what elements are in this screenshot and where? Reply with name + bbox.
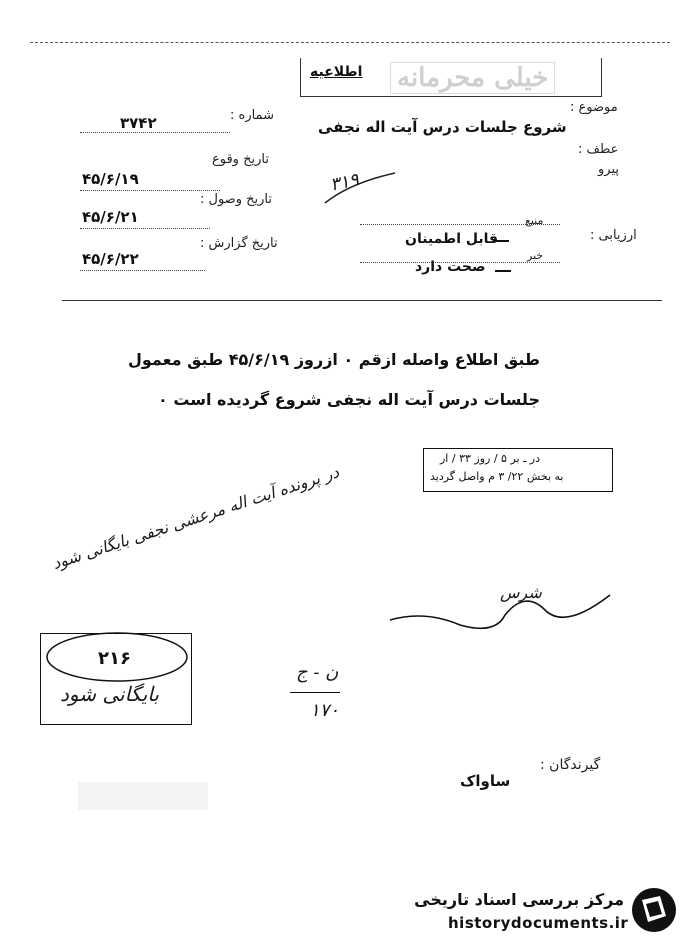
source-dots xyxy=(360,224,560,225)
file-code-divider xyxy=(290,692,340,693)
handwritten-initial: ۳۱۹ xyxy=(328,169,361,196)
news-label: خبر xyxy=(527,249,544,262)
signature: شرس xyxy=(500,583,542,602)
source-label: منبع xyxy=(525,214,544,227)
footer-org-name: مرکز بررسی اسناد تاریخی xyxy=(414,890,624,909)
receipt-stamp-line-1: در ـ بر ۵ / روز ۳۳ / ار xyxy=(440,452,541,465)
body-line-2: جلسات درس آیت اله نجفی شروع گردیده است ۰ xyxy=(157,390,540,409)
archive-text: بایگانی شود xyxy=(60,682,159,706)
signature-stroke xyxy=(385,580,615,650)
handwritten-flourish xyxy=(320,168,400,208)
archive-number: ۲۱۶ xyxy=(98,648,131,669)
related-label: عطف : xyxy=(578,142,619,157)
date-report-label: تاریخ گزارش : xyxy=(200,236,278,251)
source-dash xyxy=(493,240,509,242)
date-receipt-dots xyxy=(80,228,210,229)
top-rule xyxy=(30,42,670,43)
body-line-1: طبق اطلاع واصله ازقم ۰ ازروز ۴۵/۶/۱۹ طبق معمول xyxy=(127,350,540,369)
faded-classification-stamp: خیلی محرمانه xyxy=(390,62,555,94)
recipients-value: ساواک xyxy=(460,772,511,790)
subject-label: موضوع : xyxy=(570,100,618,115)
date-report-value: ۴۵/۶/۲۲ xyxy=(82,250,139,268)
doc-type-label: اطلاعیه xyxy=(310,64,363,80)
news-dash xyxy=(495,270,511,272)
date-event-dots xyxy=(80,190,220,191)
subject-value: شروع جلسات درس آیت اله نجفی xyxy=(318,118,567,136)
date-event-label: تاریخ وقوع xyxy=(212,152,269,167)
news-value: صحت دارد xyxy=(415,259,486,275)
number-dots xyxy=(80,132,230,133)
faded-mark xyxy=(78,782,208,810)
handwritten-archive-note: در پرونده آیت اله مرعشی نجفی بایگانی شود xyxy=(50,462,342,574)
source-value: قابل اطمینان xyxy=(405,231,499,247)
header-separator xyxy=(62,300,662,301)
recipients-label: گیرندگان : xyxy=(540,757,601,773)
receipt-stamp-line-2: به بخش ۲۲/ ۳ م واصل گردید xyxy=(430,470,564,483)
footer-logo-icon xyxy=(630,886,678,934)
following-label: پیرو xyxy=(598,162,619,177)
date-receipt-label: تاریخ وصول : xyxy=(200,192,272,207)
date-event-value: ۴۵/۶/۱۹ xyxy=(82,170,139,188)
file-code-bottom: ۱۷۰ xyxy=(310,700,340,721)
date-report-dots xyxy=(80,270,205,271)
footer-url[interactable]: historydocuments.ir xyxy=(448,914,629,932)
number-label: شماره : xyxy=(230,108,274,123)
date-receipt-value: ۴۵/۶/۲۱ xyxy=(82,208,139,226)
number-value: ۳۷۴۲ xyxy=(120,114,157,132)
file-code-top: ن - ج xyxy=(296,662,339,683)
evaluation-label: ارزیابی : xyxy=(590,228,637,243)
